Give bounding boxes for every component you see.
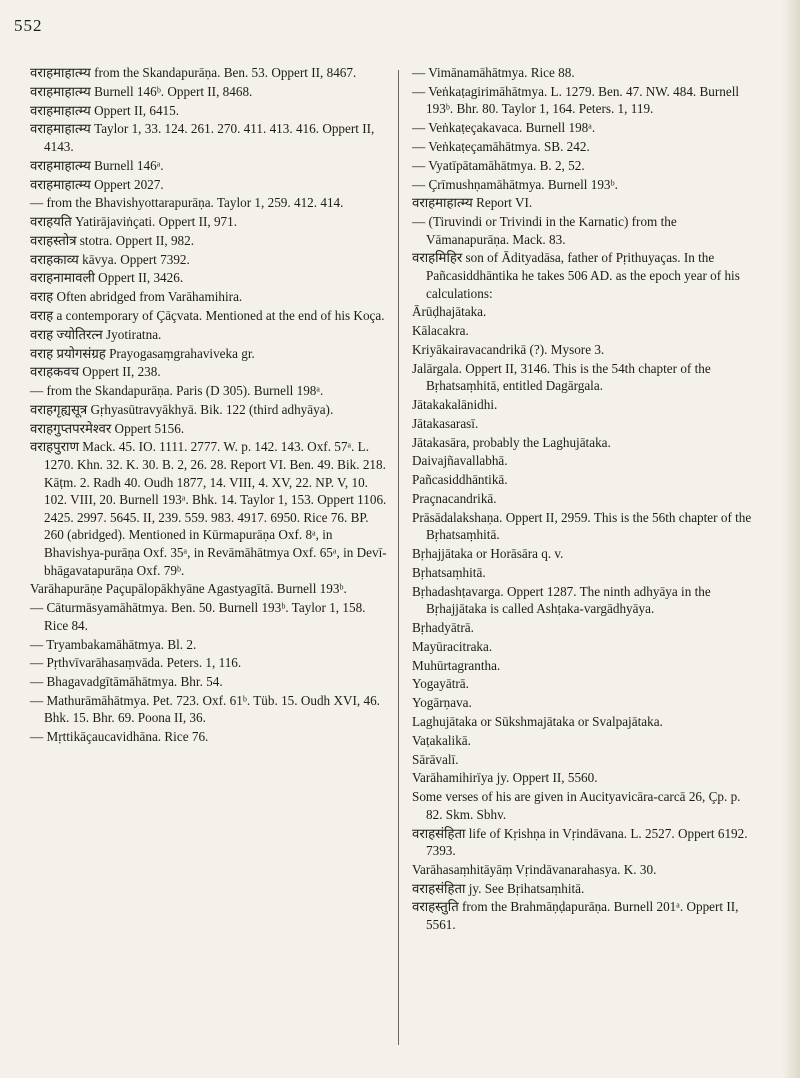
catalogue-entry: — Vimānamāhātmya. Rice 88.	[412, 65, 575, 80]
catalogue-entry: Kālacakra.	[412, 323, 469, 339]
catalogue-entry: वराहसंहिता jy. See Bṛihatsaṃhitā.	[412, 880, 585, 896]
catalogue-entry: Pañcasiddhāntikā.	[412, 472, 508, 488]
catalogue-entry: Daivajñavallabhā.	[412, 453, 508, 469]
catalogue-entry: वराहस्तोत्र stotra. Oppert II, 982.	[30, 232, 195, 248]
catalogue-entry: Varāhapurāṇe Paçupālopākhyāne Agastyagītā. Burnell 193ᵇ.	[30, 581, 347, 597]
catalogue-entry: वराहस्तुति from the Brahmāṇḍapurāṇa. Burnell 201ᵃ. Oppert II, 5561.	[412, 899, 739, 933]
catalogue-entry: वराह a contemporary of Çāçvata. Mentioned at the end of his Koça.	[30, 307, 385, 323]
catalogue-entry: वराहमाहात्म्य Burnell 146ᵃ.	[30, 157, 164, 173]
left-column	[30, 64, 390, 747]
catalogue-entry: Praçnacandrikā.	[412, 491, 497, 507]
scan-edge-shading	[782, 0, 800, 1078]
catalogue-entry: Jātakasarasī.	[412, 415, 479, 431]
catalogue-entry: वराहकाव्य kāvya. Oppert 7392.	[30, 251, 190, 267]
catalogue-entry: — Veṅkaṭeçamāhātmya. SB. 242.	[412, 138, 590, 154]
catalogue-entry: वराहकवच Oppert II, 238.	[30, 364, 161, 380]
catalogue-entry: Varāhasaṃhitāyāṃ Vṛindāvanarahasya. K. 30.	[412, 861, 657, 877]
catalogue-entry: वराहमाहात्म्य Oppert II, 6415.	[30, 102, 180, 118]
catalogue-entry: — Veṅkaṭagirimāhātmya. L. 1279. Ben. 47. NW. 484. Burnell 193ᵇ. Bhr. 80. Taylor 1, 164. Peters. 1, 119.	[412, 83, 740, 117]
catalogue-entry: Muhūrtagrantha.	[412, 657, 501, 673]
catalogue-entry: — Çrīmushṇamāhātmya. Burnell 193ᵇ.	[412, 176, 618, 192]
catalogue-entry: वराहमाहात्म्य Taylor 1, 33. 124. 261. 270. 411. 413. 416. Oppert II, 4143.	[30, 121, 375, 154]
catalogue-entry: Laghujātaka or Sūkshmajātaka or Svalpajātaka.	[412, 714, 663, 730]
catalogue-entry: वराहगुप्तपरमेश्वर Oppert 5156.	[30, 420, 185, 436]
catalogue-entry: — Veṅkaṭeçakavaca. Burnell 198ᵃ.	[412, 120, 596, 136]
catalogue-entry: Jātakakalānidhi.	[412, 397, 498, 413]
catalogue-entry: — (Tiruvindi or Trivindi in the Karnatic) from the Vāmanapurāṇa. Mack. 83.	[412, 214, 677, 247]
catalogue-entry: Jātakasāra, probably the Laghujātaka.	[412, 434, 611, 450]
catalogue-entry: Some verses of his are given in Aucityavicāra-carcā 26, Çp. p. 82. Skm. Sbhv.	[412, 789, 741, 822]
catalogue-entry: — Mṛttikāçaucavidhāna. Rice 76.	[30, 729, 209, 745]
catalogue-entry: वराहमाहात्म्य Burnell 146ᵇ. Oppert II, 8468.	[30, 83, 253, 99]
catalogue-entry: Bṛhadashṭavarga. Oppert 1287. The ninth adhyāya in the Bṛhajjātaka is called Ashṭaka-vargādhyāya.	[412, 583, 711, 617]
catalogue-entry: वराह ज्योतिरत्न Jyotiratna.	[30, 326, 162, 342]
page-number: 552	[14, 16, 43, 35]
catalogue-entry: Kriyākairavacandrikā (?). Mysore 3.	[412, 341, 605, 357]
catalogue-entry: वराहनामावली Oppert II, 3426.	[30, 270, 184, 286]
catalogue-entry: Vaṭakalikā.	[412, 732, 471, 748]
catalogue-entry: — Tryambakamāhātmya. Bl. 2.	[30, 636, 197, 652]
catalogue-entry: वराहमाहात्म्य Oppert 2027.	[30, 176, 164, 192]
catalogue-entry: Jalārgala. Oppert II, 3146. This is the 54th chapter of the Bṛhatsaṃhitā, entitled Dagārgala.	[412, 360, 711, 394]
catalogue-entry: वराहगृह्यसूत्र Gṛhyasūtravyākhyā. Bik. 122 (third adhyāya).	[30, 401, 334, 417]
catalogue-entry: वराहपुराण Mack. 45. IO. 1111. 2777. W. p. 142. 143. Oxf. 57ᵃ. L. 1270. Khn. 32. K. 30. B. 2, 26. 28. Report VI. Ben. 49. Bik. 218. Kāṭm. 2. Radh 40. Oudh 1877, 14. VIII, 4. XV, 22. NP. V, 10. 102. VIII, 20. Burnell 193ᵃ. Bhk. 14. Taylor 1, 153. Oppert 1106. 2425. 2997. 5645. II, 239. 559. 983. 4917. 6950. Rice 76. BP. 260 (abridged). Mentioned in Kūrmapurāṇa Oxf. 8ᵃ, in Bhavishya-purāṇa Oxf. 35ᵃ, in Revāmāhātmya Oxf. 65ᵃ, in Devī-bhāgavatapurāṇa Oxf. 79ᵇ.	[30, 439, 387, 578]
catalogue-entry: वराह Often abridged from Varāhamihira.	[30, 289, 243, 305]
catalogue-entry: Bṛhajjātaka or Horāsāra q. v.	[412, 546, 564, 562]
catalogue-entry: Bṛhadyātrā.	[412, 620, 474, 636]
right-column	[412, 64, 760, 935]
catalogue-entry: — Pṛthvīvarāhasaṃvāda. Peters. 1, 116.	[30, 655, 242, 671]
catalogue-entry: Ārūḍhajātaka.	[412, 304, 487, 320]
catalogue-entry: वराह प्रयोगसंग्रह Prayogasaṃgrahaviveka gr.	[30, 345, 255, 361]
catalogue-entry: Bṛhatsaṃhitā.	[412, 564, 486, 580]
catalogue-entry: Sārāvalī.	[412, 751, 459, 767]
catalogue-entry: Prāsādalakshaṇa. Oppert II, 2959. This is the 56th chapter of the Bṛhatsaṃhitā.	[412, 509, 752, 543]
catalogue-entry: — Vyatīpātamāhātmya. B. 2, 52.	[412, 157, 585, 173]
catalogue-entry: वराहमाहात्म्य from the Skandapurāṇa. Ben. 53. Oppert II, 8467.	[30, 65, 357, 80]
catalogue-entry: Yogārṇava.	[412, 695, 472, 711]
catalogue-entry: वराहसंहिता life of Kṛishṇa in Vṛindāvana. L. 2527. Oppert 6192. 7393.	[412, 825, 748, 859]
catalogue-entry: Yogayātrā.	[412, 676, 469, 692]
catalogue-entry: वराहमिहिर son of Ādityadāsa, father of Pṛithuyaças. In the Pañcasiddhāntika he takes 506 AD. as the epoch year of his calculations:	[412, 250, 740, 301]
catalogue-entry: — Bhagavadgītāmāhātmya. Bhr. 54.	[30, 674, 223, 690]
catalogue-entry: वराहयति Yatirājaviṅçati. Oppert II, 971.	[30, 214, 238, 230]
catalogue-entry: वराहमाहात्म्य Report VI.	[412, 195, 533, 211]
column-divider	[398, 70, 399, 1045]
catalogue-entry: Mayūracitraka.	[412, 638, 493, 654]
catalogue-entry: — from the Bhavishyottarapurāṇa. Taylor 1, 259. 412. 414.	[30, 195, 344, 211]
catalogue-entry: Varāhamihirīya jy. Oppert II, 5560.	[412, 770, 598, 786]
catalogue-entry: — Cāturmāsyamāhātmya. Ben. 50. Burnell 193ᵇ. Taylor 1, 158. Rice 84.	[30, 600, 366, 633]
catalogue-entry: — Mathurāmāhātmya. Pet. 723. Oxf. 61ᵇ. Tüb. 15. Oudh XVI, 46. Bhk. 15. Bhr. 69. Poona II, 36.	[30, 692, 380, 726]
catalogue-entry: — from the Skandapurāṇa. Paris (D 305). Burnell 198ᵃ.	[30, 383, 324, 399]
